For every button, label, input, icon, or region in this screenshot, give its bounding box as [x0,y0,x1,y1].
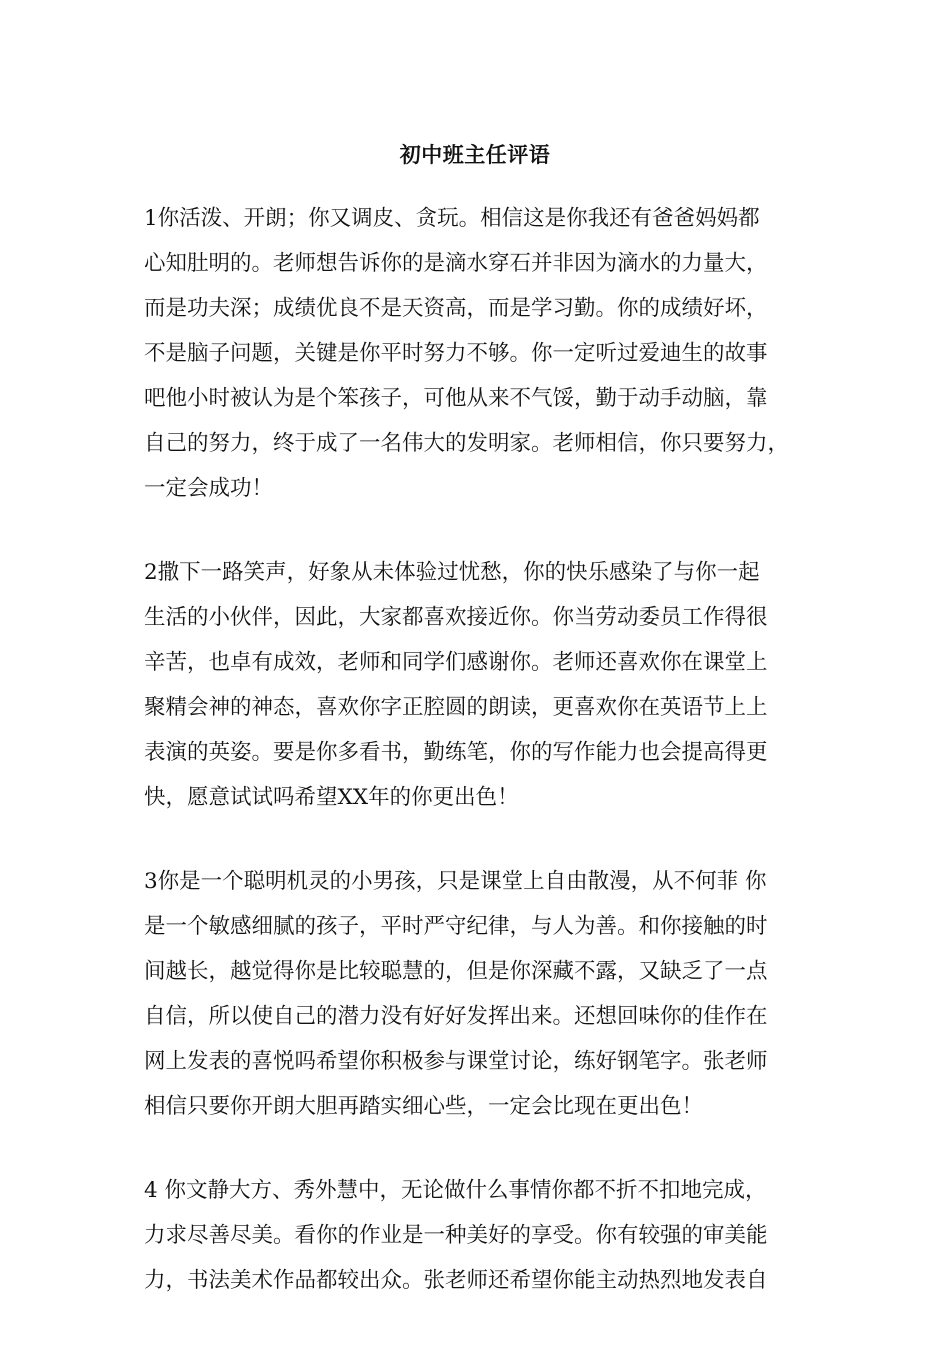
comment-paragraph-1 [144,201,812,516]
text-line: 快，愿意试试吗希望XX年的你更出色！ [144,785,519,810]
text-line: 而是功夫深；成绩优良不是天资高，而是学习勤。你的成绩好坏， [144,296,768,321]
text-line: 1你活泼、开朗；你又调皮、贪玩。相信这是你我还有爸爸妈妈都 [144,206,760,231]
comment-paragraph-2 [144,555,812,825]
comment-paragraph-3 [144,864,812,1134]
text-line: 4 你文静大方、秀外慧中，无论做什么事情你都不折不扣地完成， [144,1178,767,1203]
text-line: 自信，所以使自己的潜力没有好好发挥出来。还想回味你的佳作在 [144,1004,768,1029]
text-line: 自己的努力，终于成了一名伟大的发明家。老师相信，你只要努力， [144,431,790,456]
document-title: 初中班主任评语 [399,142,551,167]
text-line: 聚精会神的神态，喜欢你字正腔圆的朗读，更喜欢你在英语节上上 [144,695,768,720]
text-line: 辛苦，也卓有成效，老师和同学们感谢你。老师还喜欢你在课堂上 [144,650,768,675]
text-line: 是一个敏感细腻的孩子，平时严守纪律，与人为善。和你接触的时 [144,914,768,939]
text-line: 相信只要你开朗大胆再踏实细心些，一定会比现在更出色！ [144,1094,704,1119]
text-line: 吧他小时被认为是个笨孩子，可他从来不气馁，勤于动手动脑，靠 [144,386,768,411]
comment-paragraph-4 [144,1173,812,1308]
document-body [144,201,812,1347]
text-line: 表演的英姿。要是你多看书，勤练笔，你的写作能力也会提高得更 [144,740,768,765]
text-line: 力，书法美术作品都较出众。张老师还希望你能主动热烈地发表自 [144,1268,768,1293]
text-line: 间越长，越觉得你是比较聪慧的，但是你深藏不露，又缺乏了一点 [144,959,768,984]
text-line: 一定会成功！ [144,476,274,501]
text-line: 2撒下一路笑声，好象从未体验过忧愁，你的快乐感染了与你一起 [144,560,760,585]
text-line: 力求尽善尽美。看你的作业是一种美好的享受。你有较强的审美能 [144,1223,768,1248]
text-line: 网上发表的喜悦吗希望你积极参与课堂讨论，练好钢笔字。张老师 [144,1049,768,1074]
text-line: 3你是一个聪明机灵的小男孩，只是课堂上自由散漫，从不何菲 你 [144,869,767,894]
text-line: 生活的小伙伴，因此，大家都喜欢接近你。你当劳动委员工作得很 [144,605,768,630]
text-line: 不是脑子问题，关键是你平时努力不够。你一定听过爱迪生的故事 [144,341,768,366]
text-line: 心知肚明的。老师想告诉你的是滴水穿石并非因为滴水的力量大， [144,251,768,276]
